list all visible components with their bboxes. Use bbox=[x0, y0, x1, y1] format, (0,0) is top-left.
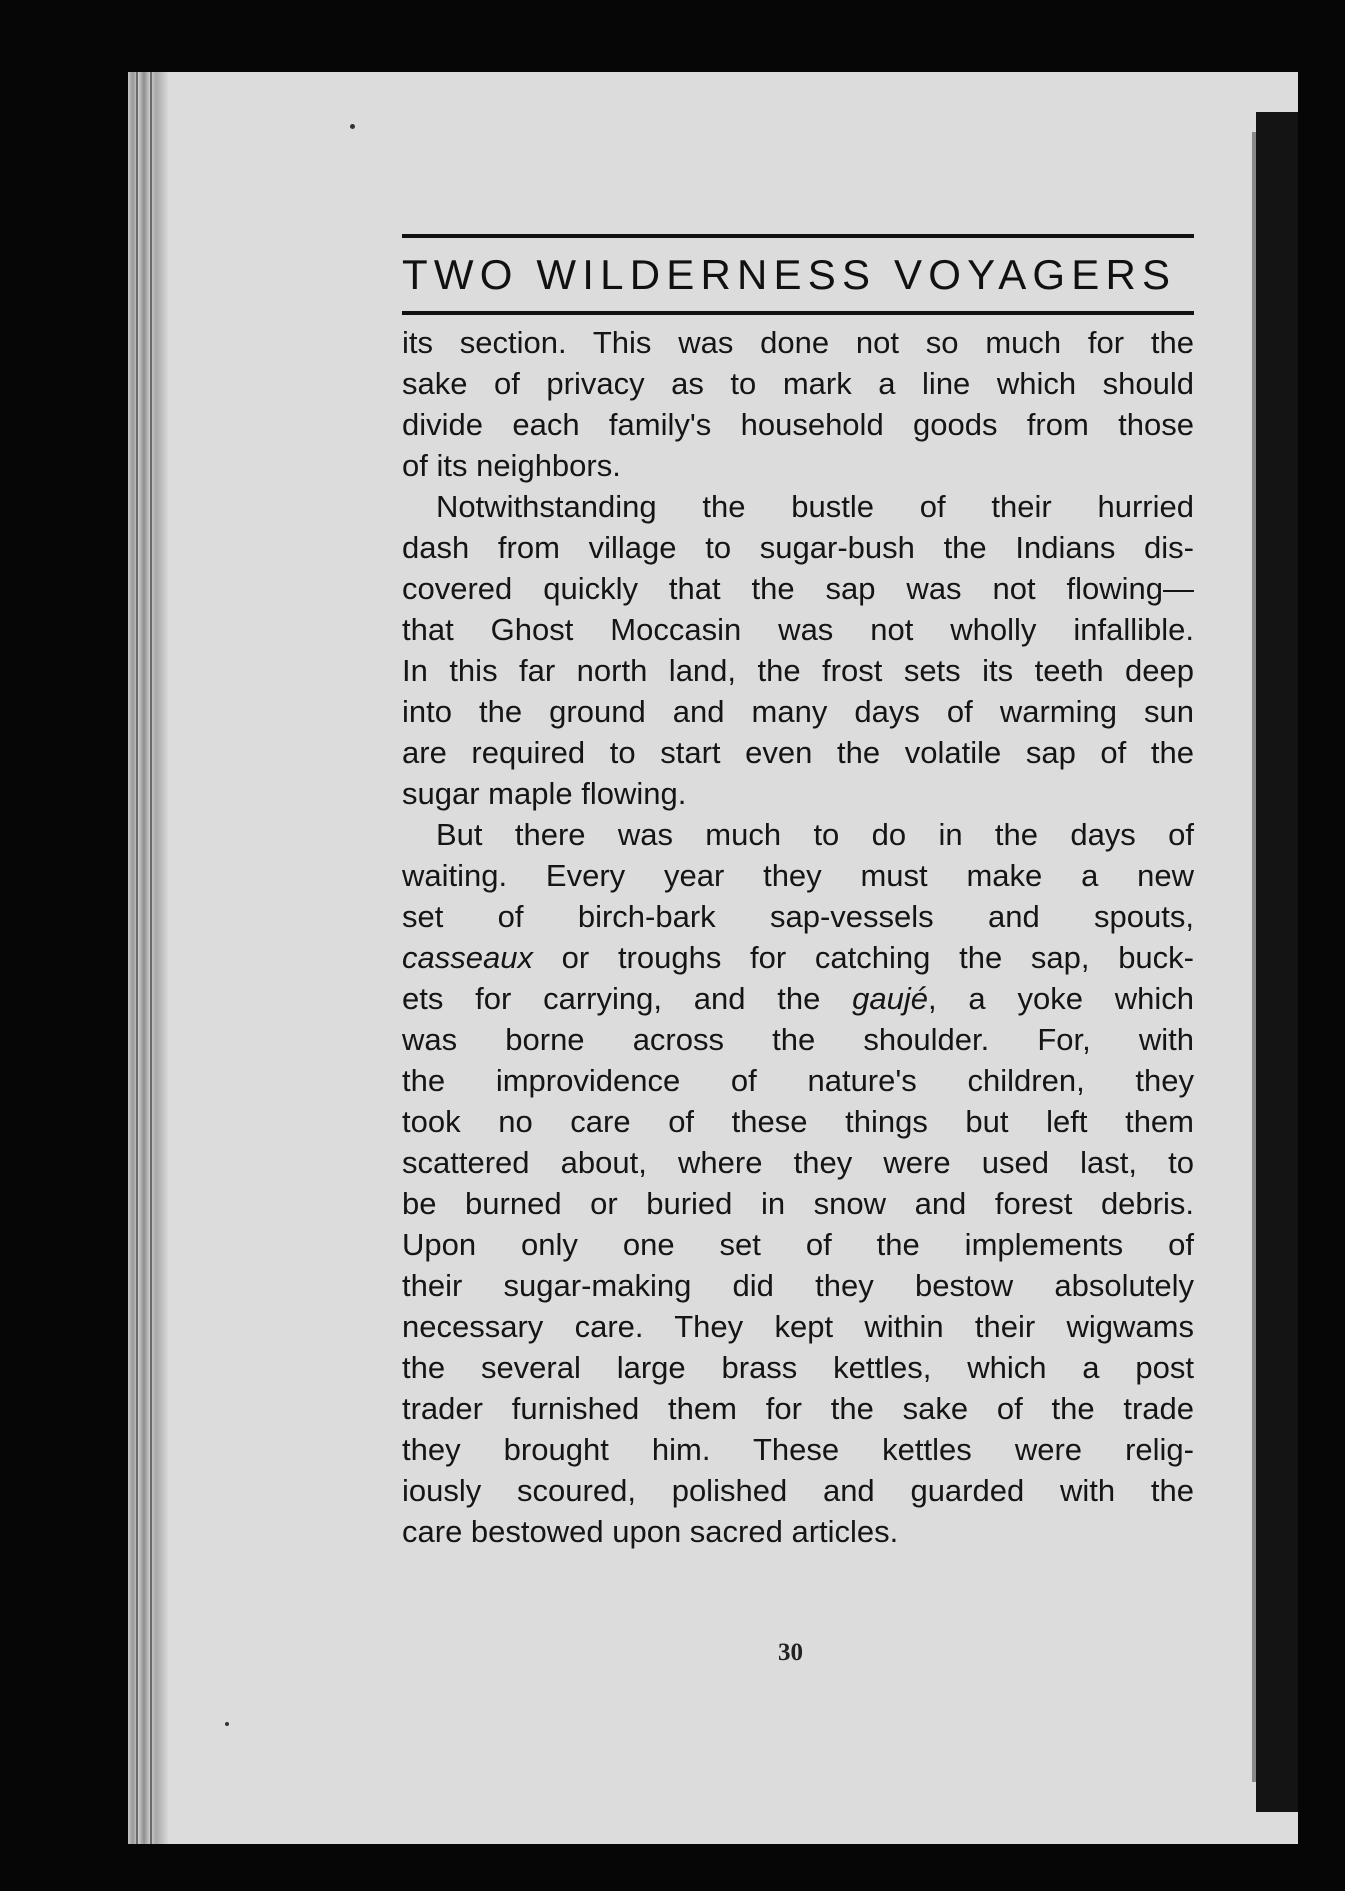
text-line: In this far north land, the frost sets its teeth deep bbox=[402, 653, 1194, 688]
text-line: Notwithstanding the bustle of their hurried bbox=[436, 489, 1194, 524]
text-line: covered quickly that the sap was not flowing— bbox=[402, 571, 1194, 606]
running-head: TWO WILDERNESS VOYAGERS bbox=[402, 251, 1177, 298]
text-line: care bestowed upon sacred articles. bbox=[402, 1514, 899, 1549]
binding-gutter bbox=[128, 72, 168, 1844]
gutter-line bbox=[150, 72, 152, 1844]
book-page bbox=[128, 72, 1298, 1844]
text-line: their sugar-making did they bestow absolutely bbox=[402, 1268, 1194, 1303]
text-segment: ets for carrying, and the bbox=[402, 981, 853, 1016]
text-line: trader furnished them for the sake of the trade bbox=[402, 1391, 1194, 1426]
page-edge-shadow bbox=[1256, 112, 1298, 1812]
text-line bbox=[402, 978, 1194, 1019]
dust-speck bbox=[225, 1722, 229, 1726]
text-line: into the ground and many days of warming sun bbox=[402, 694, 1194, 729]
text-segment: or troughs for catching the sap, buck- bbox=[532, 940, 1194, 975]
text-line: its section. This was done not so much for the bbox=[402, 325, 1194, 360]
text-line: took no care of these things but left them bbox=[402, 1104, 1194, 1139]
text-line: sake of privacy as to mark a line which should bbox=[402, 366, 1194, 401]
text-line: was borne across the shoulder. For, with bbox=[402, 1022, 1194, 1057]
header-rule-bottom bbox=[402, 311, 1194, 315]
dust-speck bbox=[350, 124, 355, 129]
text-line bbox=[402, 937, 1194, 978]
text-line: Upon only one set of the implements of bbox=[402, 1227, 1194, 1262]
body-text bbox=[402, 322, 1194, 1552]
text-line: the improvidence of nature's children, they bbox=[402, 1063, 1194, 1098]
text-line: necessary care. They kept within their wigwams bbox=[402, 1309, 1194, 1344]
page-number: 30 bbox=[778, 1639, 803, 1666]
text-line: scattered about, where they were used last, to bbox=[402, 1145, 1194, 1180]
text-line: that Ghost Moccasin was not wholly infallible. bbox=[402, 612, 1194, 647]
text-line: the several large brass kettles, which a post bbox=[402, 1350, 1194, 1385]
text-line: be burned or buried in snow and forest debris. bbox=[402, 1186, 1194, 1221]
text-line: dash from village to sugar-bush the Indians dis- bbox=[402, 530, 1194, 565]
header-rule-top bbox=[402, 234, 1194, 238]
text-line: waiting. Every year they must make a new bbox=[402, 858, 1194, 893]
text-line: are required to start even the volatile sap of the bbox=[402, 735, 1194, 770]
text-line: divide each family's household goods from those bbox=[402, 407, 1194, 442]
text-line: they brought him. These kettles were relig- bbox=[402, 1432, 1194, 1467]
italic-term: casseaux bbox=[402, 940, 533, 975]
text-segment: , a yoke which bbox=[928, 981, 1194, 1016]
text-line: iously scoured, polished and guarded with the bbox=[402, 1473, 1194, 1508]
text-line: sugar maple flowing. bbox=[402, 776, 687, 811]
text-line: But there was much to do in the days of bbox=[436, 817, 1194, 852]
italic-term: gaujé bbox=[852, 981, 929, 1016]
text-line: of its neighbors. bbox=[402, 448, 621, 483]
gutter-line bbox=[136, 72, 138, 1844]
text-line: set of birch-bark sap-vessels and spouts, bbox=[402, 899, 1194, 934]
